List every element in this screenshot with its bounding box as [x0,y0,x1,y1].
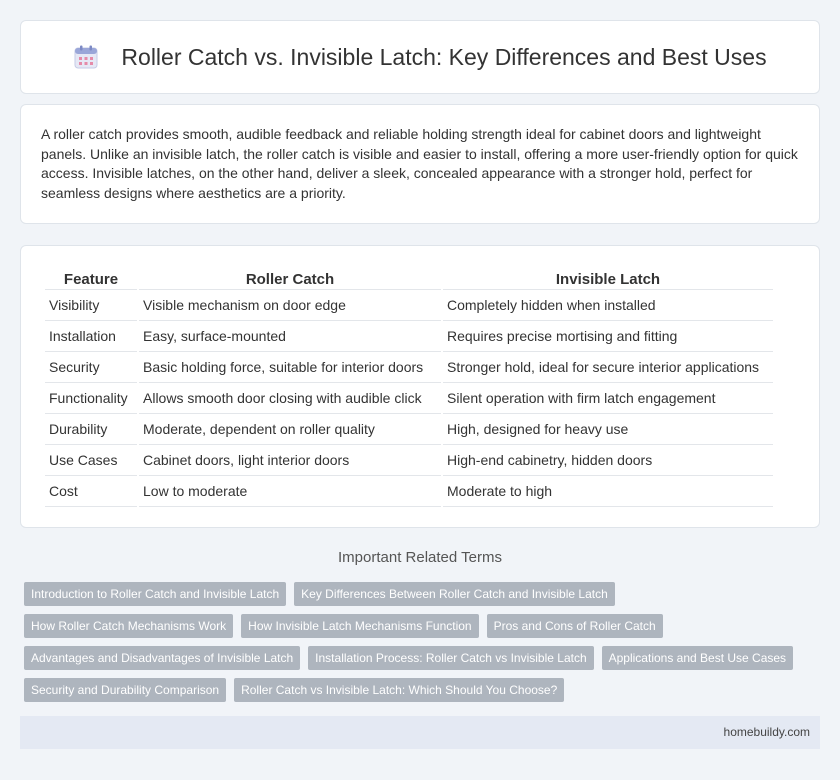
table-cell: Silent operation with firm latch engagement [443,383,773,414]
related-terms [24,582,820,710]
table-cell: Installation [45,321,137,352]
tag-row [24,614,820,638]
tag-row [24,646,820,670]
table-row [45,383,773,414]
page-title: Roller Catch vs. Invisible Latch: Key Differences and Best Uses [121,43,767,70]
related-term-link[interactable]: Introduction to Roller Catch and Invisible Latch [24,582,286,606]
title-card [20,20,820,94]
table-header-row [45,266,773,290]
table-row [45,414,773,445]
footer [20,716,820,749]
table-cell: Cost [45,476,137,507]
header-roller-catch: Roller Catch [139,266,441,290]
related-term-link[interactable]: Advantages and Disadvantages of Invisible Latch [24,646,300,670]
table-cell: Moderate to high [443,476,773,507]
related-term-link[interactable]: Applications and Best Use Cases [602,646,793,670]
related-term-link[interactable]: Security and Durability Comparison [24,678,226,702]
table-cell: High, designed for heavy use [443,414,773,445]
table-cell: Use Cases [45,445,137,476]
table-cell: Allows smooth door closing with audible click [139,383,441,414]
table-cell: Functionality [45,383,137,414]
table-row [45,352,773,383]
table-cell: Easy, surface-mounted [139,321,441,352]
related-term-link[interactable]: Key Differences Between Roller Catch and Invisible Latch [294,582,615,606]
table-cell: Low to moderate [139,476,441,507]
table-row [45,290,773,321]
related-terms-heading: Important Related Terms [338,549,502,566]
table-row [45,476,773,507]
related-term-link[interactable]: Pros and Cons of Roller Catch [487,614,663,638]
table-cell: High-end cabinetry, hidden doors [443,445,773,476]
related-term-link[interactable]: Installation Process: Roller Catch vs Invisible Latch [308,646,593,670]
table-cell: Completely hidden when installed [443,290,773,321]
footer-site[interactable]: homebuildy.com [723,725,810,739]
header-feature: Feature [45,266,137,290]
table-row [45,321,773,352]
table-row [45,445,773,476]
header-invisible-latch: Invisible Latch [443,266,773,290]
tag-row [24,582,820,606]
table-cell: Security [45,352,137,383]
table-cell: Visibility [45,290,137,321]
related-term-link[interactable]: How Roller Catch Mechanisms Work [24,614,233,638]
table-cell: Durability [45,414,137,445]
intro-paragraph: A roller catch provides smooth, audible feedback and reliable holding strength ideal for cabinet doors and lightweight panels. Unlike an invisible latch, the roller catch is visible and easier to install, offering a more user-friendly option for quick access. Invisible latches, on the other hand, deliver a sleek, concealed appearance with a stronger hold, perfect for seamless designs where aesthetics are a priority. [41,126,798,201]
table-cell: Moderate, dependent on roller quality [139,414,441,445]
related-term-link[interactable]: How Invisible Latch Mechanisms Function [241,614,478,638]
table-cell: Cabinet doors, light interior doors [139,445,441,476]
table-cell: Stronger hold, ideal for secure interior applications [443,352,773,383]
table-cell: Requires precise mortising and fitting [443,321,773,352]
intro-card [20,104,820,224]
tag-row [24,678,820,702]
related-term-link[interactable]: Roller Catch vs Invisible Latch: Which Should You Choose? [234,678,564,702]
comparison-table [43,266,775,507]
calendar-icon [73,44,99,70]
comparison-card [20,245,820,528]
table-cell: Basic holding force, suitable for interior doors [139,352,441,383]
table-cell: Visible mechanism on door edge [139,290,441,321]
